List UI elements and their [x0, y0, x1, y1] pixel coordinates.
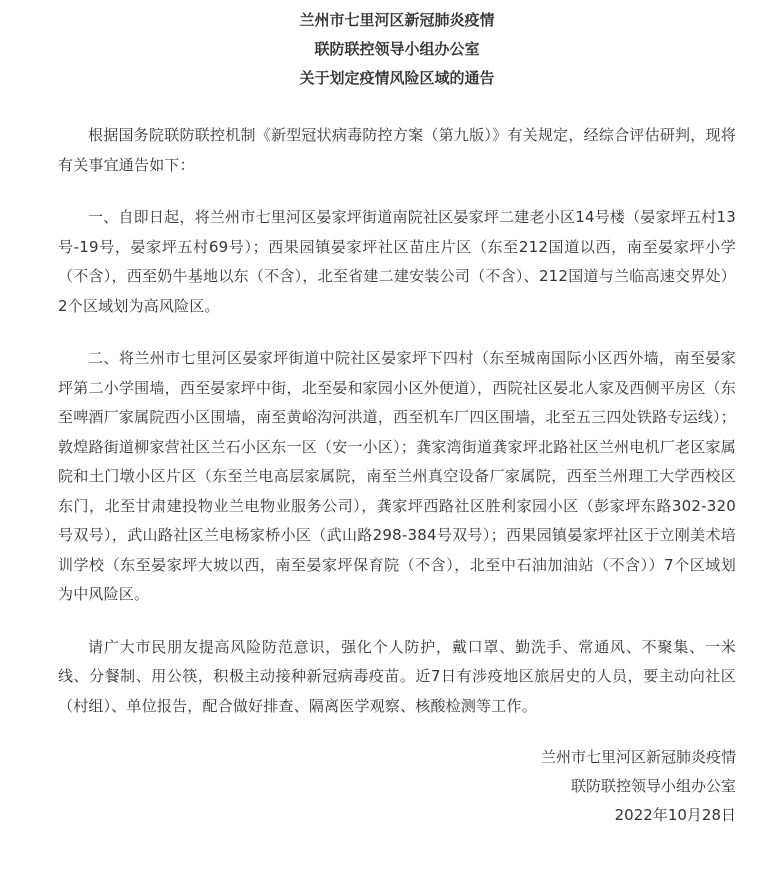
document-title	[58, 6, 736, 93]
signature-block	[58, 743, 736, 830]
intro-paragraph: 根据国务院联防联控机制《新型冠状病毒防控方案（第九版）》有关规定，经综合评估研判，现将有关事宜通告如下：	[58, 126, 736, 174]
title-line-2: 联防联控领导小组办公室	[314, 40, 480, 58]
public-notice-paragraph: 请广大市民朋友提高风险防范意识，强化个人防护，戴口罩、勤洗手、常通风、不聚集、一米线、分餐制、用公筷，积极主动接种新冠病毒疫苗。近7日有涉疫地区旅居史的人员，要主动向社区（村组）、单位报告，配合做好排查、隔离医学观察、核酸检测等工作。	[58, 637, 736, 715]
signature-org-line-2: 联防联控领导小组办公室	[570, 777, 736, 795]
document	[58, 0, 736, 830]
title-line-1: 兰州市七里河区新冠肺炎疫情	[299, 11, 495, 29]
title-line-3: 关于划定疫情风险区域的通告	[299, 69, 495, 87]
medium-risk-paragraph: 二、将兰州市七里河区晏家坪街道中院社区晏家坪下四村（东至城南国际小区西外墙，南至晏家坪第二小学围墙，西至晏家坪中街，北至晏和家园小区外便道），西院社区晏北人家及西侧平房区（东至啤酒厂家属院西小区围墙，南至黄峪沟河洪道，西至机车厂四区围墙，北至五三四处铁路专运线）；敦煌路街道柳家营社区兰石小区东一区（安一小区）；龚家湾街道龚家坪北路社区兰州电机厂老区家属院和土门墩小区片区（东至兰电高层家属院，南至兰州真空设备厂家属院，西至兰州理工大学西校区东门，北至甘肃建投物业兰电物业服务公司），龚家坪西路社区胜利家园小区（彭家坪东路302-320号双号），武山路社区兰电杨家桥小区（武山路298-384号双号）；西果园镇晏家坪社区于立刚美术培训学校（东至晏家坪大坡以西，南至晏家坪保育院（不含），北至中石油加油站（不含））7个区域划为中风险区。	[58, 349, 736, 603]
signature-org-line-1: 兰州市七里河区新冠肺炎疫情	[540, 748, 736, 766]
high-risk-paragraph: 一、自即日起，将兰州市七里河区晏家坪街道南院社区晏家坪二建老小区14号楼（晏家坪五村13号-19号，晏家坪五村69号）；西果园镇晏家坪社区苗庄片区（东至212国道以西，南至晏家坪小学（不含），西至奶牛基地以东（不含），北至省建二建安装公司（不含）、212国道与兰临高速交界处）2个区域划为高风险区。	[58, 208, 736, 315]
signature-date: 2022年10月28日	[614, 806, 736, 824]
